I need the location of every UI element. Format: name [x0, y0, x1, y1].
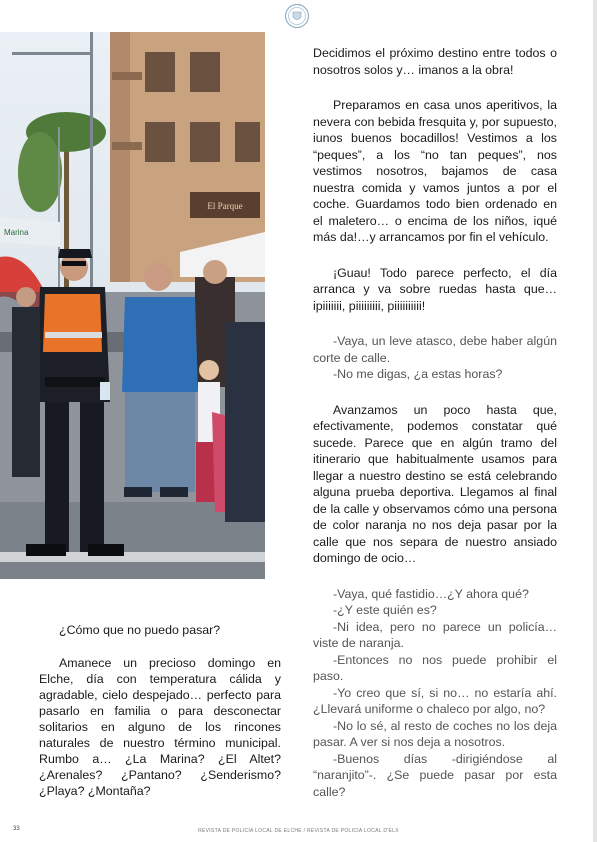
paragraph-4: Avanzamos un poco hasta que, efectivamente, podemos constatar qué sucede. Parece que en algún tramo del itinerario que habitualmente usamos para llegar a nuestro destino se está celebrando alguna prueba deportiva. Llegamos al final de la calle y observamos cómo una persona de color naranja no nos deja pasar por la calle que nos separa de nuestro ansiado domingo de ocio… — [313, 402, 557, 565]
page-number: 33 — [13, 826, 20, 832]
intro-paragraph: Amanece un precioso domingo en Elche, día con temperatura cálida y agradable, cielo despejado… perfecto para pasarlo en familia o para desconectar solitarios en alguno de los rincones naturales de nuestro término municipal. Rumbo a… ¿La Marina? ¿El Altet? ¿Arenales? ¿Pantano? ¿Senderismo? ¿Playa? ¿Montaña? — [39, 656, 281, 798]
dialog-line: -No me digas, ¿a estas horas? — [333, 367, 503, 381]
dialog-line: -No lo sé, al resto de coches no los deja pasar. A ver si nos deja a nosotros. — [313, 718, 557, 749]
sign-text: El Parque — [207, 201, 243, 211]
paragraph-1: Decidimos el próximo destino entre todos o nosotros solos y… imanos a la obra! — [313, 46, 557, 77]
dialog-line: -Vaya, qué fastidio…¿Y ahora qué? — [333, 586, 529, 601]
marathon-police-photo — [0, 32, 265, 579]
footer-text: REVISTA DE POLICÍA LOCAL DE ELCHE / REVISTA DE POLICIA LOCAL D'ELX — [198, 828, 399, 834]
left-text-column — [39, 622, 281, 799]
dialog-line: -Buenos días -dirigiéndose al “naranjito”-. ¿Se puede pasar por esta calle? — [313, 751, 557, 799]
dialog-line: -Entonces no nos puede prohibir el paso. — [313, 652, 557, 683]
section-heading: ¿Cómo que no puedo pasar? — [59, 623, 221, 637]
dialog-line: -Ni idea, pero no parece un policía… viste de naranja. — [313, 619, 557, 650]
right-text-column — [313, 45, 557, 800]
dialog-line: -Yo creo que sí, si no… no estaría ahí. ¿Llevará uniforme o chaleco por algo, no? — [313, 685, 557, 716]
paragraph-3: ¡Guau! Todo parece perfecto, el día arranca y va sobre ruedas hasta que… ipiiiiiii, piiiiiiiii, piiiiiiiiii! — [313, 265, 557, 313]
page-edge-shadow — [593, 0, 597, 842]
banner-text: Marina — [4, 228, 29, 237]
police-seal-logo — [283, 3, 311, 29]
dialog-line: -Vaya, un leve atasco, debe haber algún corte de calle. — [313, 334, 557, 365]
paragraph-2: Preparamos en casa unos aperitivos, la nevera con bebida fresquita y, por supuesto, iunos buenos bocadillos! Vestimos a los “peques”, a los “no tan peques”, nos vestimos nosotros, bajamos de casa nuestra comida y vamos juntos a por el coche. Guardamos todo bien ordenado en el maletero… o encima de los niños, iqué más da!…y arrancamos por fin el vehículo. — [313, 98, 557, 244]
dialog-line: -¿Y este quién es? — [333, 603, 437, 617]
